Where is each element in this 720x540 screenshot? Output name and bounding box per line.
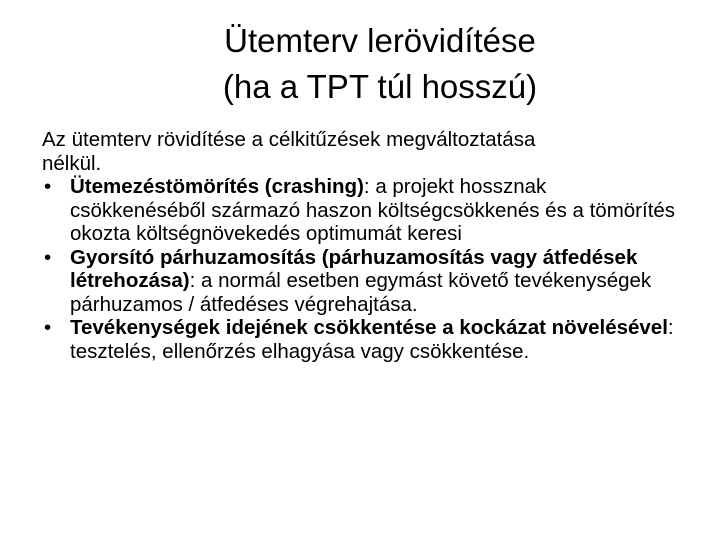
intro-line-2: nélkül.: [42, 151, 102, 175]
bullet-icon: •: [44, 175, 52, 198]
bullet-item-risk-reduction: [42, 316, 682, 363]
bullet-list: [42, 175, 682, 363]
bullet-item-parallelization: [42, 246, 682, 317]
bullet-icon: •: [44, 245, 52, 269]
bullet-term: Gyorsító párhuzamosítás (párhuzamosítás vagy átfedések létrehozása): [70, 245, 638, 292]
bullet-description: : a normál esetben egymást követő tevékenységek párhuzamos / átfedéses végrehajtása.: [70, 269, 652, 316]
bullet-description: : a projekt hossznak csökkenéséből származó haszon költségcsökkenés és a tömörítés okozta költségnövekedés optimumát keresi: [70, 175, 676, 245]
intro-text: [42, 128, 682, 175]
slide-title: [100, 18, 660, 110]
title-line-2: (ha a TPT túl hosszú): [222, 68, 538, 105]
title-line-1: Ütemterv lerövidítése: [224, 22, 536, 59]
intro-line-1: Az ütemterv rövidítése a célkitűzések megváltoztatása: [42, 128, 536, 151]
bullet-term: Ütemezéstömörítés (crashing): [70, 175, 364, 198]
bullet-term: Tevékenységek idejének csökkentése a kockázat növelésével: [70, 316, 668, 339]
bullet-item-crashing: [42, 175, 682, 246]
bullet-icon: •: [44, 316, 52, 339]
bullet-description: : tesztelés, ellenőrzés elhagyása vagy csökkentése.: [70, 316, 674, 363]
slide-body: [42, 128, 682, 363]
